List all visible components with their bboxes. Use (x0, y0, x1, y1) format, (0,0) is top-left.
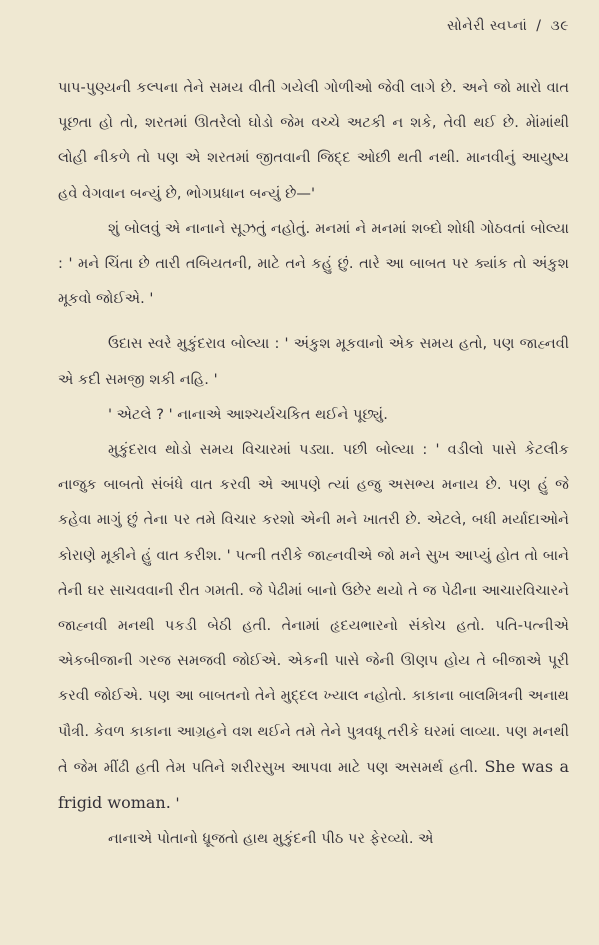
paragraph: શું બોલવું એ નાનાને સૂઝતું નહોતું. મનમાં ને મનમાં શબ્દો શોધી ગોઠવતાં બોલ્યા : ' મને ચિંતા છે તારી તબિયતની, માટે તને કહું છું. તારે આ બાબત પર ક્યાંક તો અંકુશ મૂકવો જોઈએ. ' (58, 219, 569, 308)
closing-quote: ' (170, 795, 180, 813)
paragraph-text: મુકુંદરાવ થોડો સમય વિચારમાં પડ્યા. પછી બોલ્યા : ' વડીલો પાસે કેટલીક નાજુક બાબતો સંબંધે વાત કરવી એ આપણે ત્યાં હજુ અસભ્ય મનાય છે. પણ હું જે કહેવા માગું છું તેના પર તમે વિચાર કરશો એની મને ખાતરી છે. એટલે, બધી મર્યાદાઓને કોરાણે મૂકીને હું વાત કરીશ. ' પત્ની તરીકે જાહ્નવીએ જો મને સુખ આપ્યું હોત તો બાને તેની ઘર સાચવવાની રીત ગમતી. જે પેઢીમાં બાનો ઉછેર થયો તે જ પેઢીના આચારવિચારને જાહ્નવી મનથી પકડી બેઠી હતી. તેનામાં હૃદયભારનો સંકોચ હતો. પતિ-પત્નીએ એકબીજાની ગરજ સમજવી જોઈએ. એકની પાસે જેની ઊણપ હોય તે બીજાએ પૂરી કરવી જોઈએ. પણ આ બાબતનો તેને મુદ્દલ ખ્યાલ નહોતો. કાકાના બાલમિત્રની અનાથ પૌત્રી. કેવળ કાકાના આગ્રહને વશ થઈને તમે તેને પુત્રવધૂ તરીકે ઘરમાં લાવ્યા. પણ મનથી તે જેમ મીંઢી હતી તેમ પતિને શરીરસુખ આપવા માટે પણ અસમર્થ હતી. (58, 441, 569, 776)
paragraph: પાપ-પુણ્યની કલ્પના તેને સમય વીતી ગયેલી ગોળીઓ જેવી લાગે છે. અને જો મારો વાત પૂછતા હો તો, શરતમાં ઊતરેલો ઘોડો જેમ વચ્ચે અટકી ન શકે, તેવી થઈ છે. મેાંમાંથી લોહી નીકળે તો પણ એ શરતમાં જીતવાની જિદ્દ ઓછી થતી નથી. માનવીનું આયુષ્ય હવે વેગવાન બન્યું છે, ભોગપ્રધાન બન્યું છે—' (58, 79, 569, 202)
paragraph: ઉદાસ સ્વરે મુકુંદરાવ બોલ્યા : ' અંકુશ મૂકવાનો એક સમય હતો, પણ જાહ્નવી એ કદી સમજી શકી નહિ. ' (58, 335, 569, 388)
paragraph: નાનાએ પોતાનો ધ્રૂજતો હાથ મુકુંદની પીઠ પર ફેરવ્યો. એ (108, 830, 434, 848)
running-title: સોનેરી સ્વપ્નાં (446, 18, 528, 34)
english-sentence: She was a frigid woman. (58, 756, 569, 813)
running-header (58, 18, 569, 44)
paragraph (58, 432, 569, 821)
paragraph: ' એટલે ? ' નાનાએ આશ્ચર્યચકિત થઈને પૂછ્યું. (108, 405, 388, 423)
page-number: ૩૯ (550, 18, 569, 34)
body-text (58, 70, 569, 856)
header-separator: / (536, 18, 542, 34)
